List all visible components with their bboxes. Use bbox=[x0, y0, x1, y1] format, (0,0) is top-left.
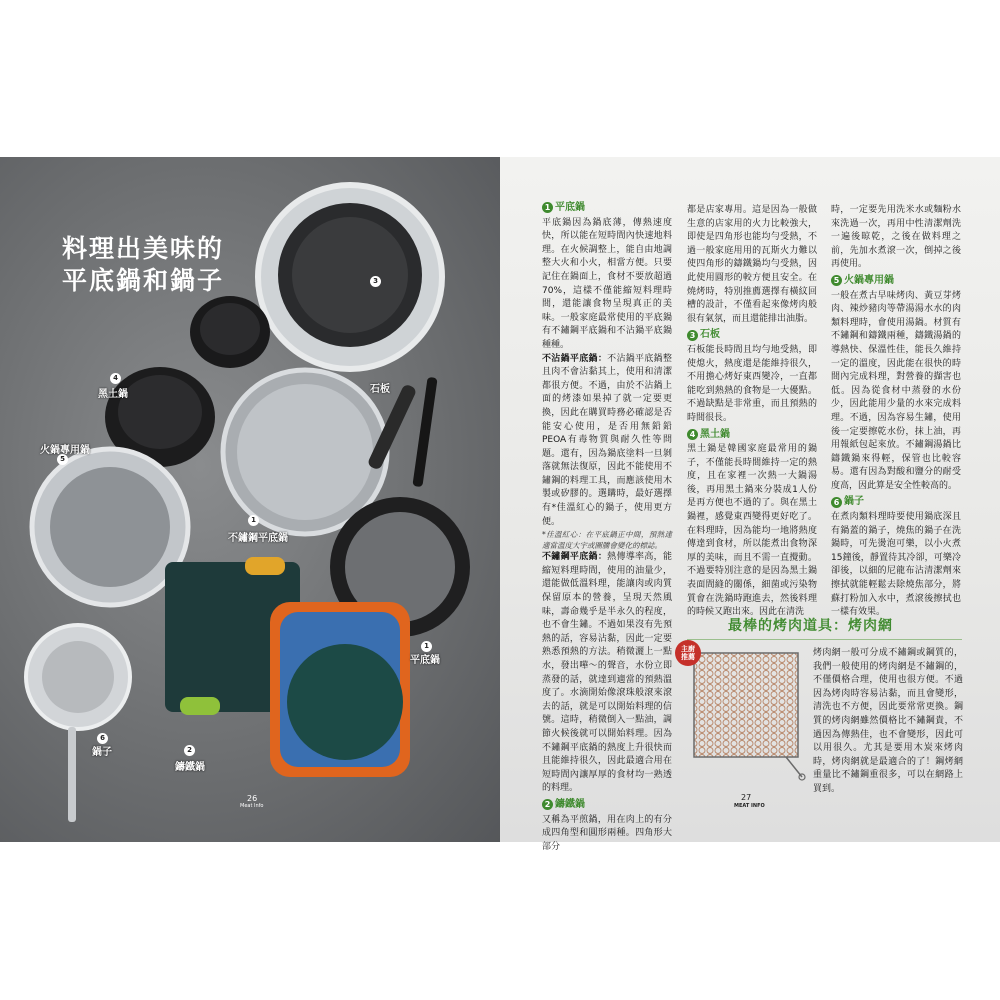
section-heading-hot-pot bbox=[831, 274, 961, 288]
paragraph-body: 不沾鍋平底鍋整且肉不會沾黏其上，使用和清潔都很方便。不過，由於不沾鍋上面的烤漆如果掉了就一定要更換，因此在購買時務必確認是否能安心使用，是否用無鉛鉛PEOA有毒物質與耐久性等問題。還有，因為鍋底塗料一旦剝落就無法復原，因此不能使用不鏽鋼的料理工具，而應該使用木製或矽膠的。選購時，最好選擇有*佳溫紅心的鍋子，使用更方便。 bbox=[542, 353, 672, 527]
subhead: 不沾鍋平底鍋： bbox=[542, 353, 608, 364]
badge-line2: 推薦 bbox=[681, 653, 695, 661]
section-number: 2 bbox=[542, 799, 553, 810]
label-num-hot-pot: 5 bbox=[57, 454, 68, 465]
label-num-stainless-pan: 1 bbox=[248, 515, 259, 526]
right-page-text bbox=[500, 157, 1000, 852]
section-heading-frying-pan bbox=[542, 201, 672, 215]
label-num-cast-iron: 2 bbox=[184, 745, 195, 756]
paragraph-stainless bbox=[542, 551, 672, 796]
earthen-pot-top-image bbox=[190, 296, 270, 368]
section-heading-stone bbox=[687, 328, 817, 342]
section-heading-earthen-pot bbox=[687, 428, 817, 442]
label-nonstick-pan: 平底鍋 bbox=[410, 655, 440, 666]
subhead: 不鏽鋼平底鍋： bbox=[542, 552, 608, 563]
section-title: 石板 bbox=[700, 329, 720, 341]
paragraph: 一般在煮古早味烤肉、黃豆芽烤肉、辣炒豬肉等帶湯湯水水的肉類料理時，會使用湯鍋。材質有不鏽鋼和鑄鐵兩種，鑄鐵湯鍋的導熱快、保溫性佳，能長久維持一定的溫度，因此能在很快的時間內完成料理，對營養的擷害也低。因為從食材中蒸發的水份少，因此能用少量的水來完成料理。不過，因為容易生鏽，使用後一定要擦乾水份，抹上油，再用報紙包起來放。不鏽鋼湯鍋比鑄鐵鍋來得輕，保管也比較容易。還有因為對酸和鹽分的耐受度高，因此算是安全性較高的。 bbox=[831, 290, 961, 491]
paragraph: 黑土鍋是韓國家庭最常用的鍋子，不僅能長時間維持一定的熱度，且在家裡一次熱一大鍋湯後，再用黑土鍋來分裝成1人份是再方便也不過的了。與在黑土鍋裡，感覺東西變得更好吃了。在料理時，因為能均一地將熱度傳達到食材，所以能煮出食物深厚的美味，而且不需一直攪動。不過要特別注意的是因為黑土鍋表面間縫的關係，細菌或污染物質會在洗鍋時跑進去，然後料理的時候又跑出來。因此在清洗 bbox=[687, 444, 817, 618]
label-num-nonstick-pan: 1 bbox=[421, 641, 432, 652]
section-number: 1 bbox=[542, 202, 553, 213]
label-stainless-pan: 不鏽鋼平底鍋 bbox=[228, 533, 288, 544]
label-earthen-pot: 黑土鍋 bbox=[98, 389, 128, 400]
label-num-stone: 3 bbox=[370, 276, 381, 287]
paragraph-nonstick bbox=[542, 353, 672, 530]
section-title: 鍋子 bbox=[844, 496, 864, 508]
paragraph: 又稱為平煎鍋，用在肉上的有分成四角型和圓形兩種。四角形大部分 bbox=[542, 814, 672, 852]
label-cast-iron: 鑄鐵鍋 bbox=[175, 762, 205, 773]
hot-pot-image bbox=[32, 449, 188, 605]
section-number: 5 bbox=[831, 275, 842, 286]
left-title-line2: 平底鍋和鍋子 bbox=[62, 266, 225, 295]
paragraph: 石板能長時間且均勻地受熱，即使熄火，熱度還是能維持很久，不用擔心烤好東西變冷，一直都能吃到熱熱的食物是一大優點。不過缺點是非常重，而且預熱的時間很長。 bbox=[687, 344, 817, 423]
paragraph: 都是店家專用。這是因為一般做生意的店家用的火力比較強大，即使是四角形也能均勻受熱，不過一般家庭用用的瓦斯火力難以使四角形的鑄鐵鍋均勻受熱，因此使用圓形的較方便且安全。在燒烤時，特別推薦選擇有橫紋回槽的設計，不僅看起來像烤肉般很有氣氛，而且還能排出油脂。 bbox=[687, 205, 817, 324]
label-stone: 石板 bbox=[370, 384, 390, 395]
grill-net-image bbox=[690, 649, 806, 781]
left-title-line1: 料理出美味的 bbox=[62, 234, 225, 263]
brand-left: Meat Info bbox=[240, 803, 264, 809]
section-heading-pot bbox=[831, 495, 961, 509]
footnote: *佳溫紅心：在平底鍋正中間，預熱達適當溫度大宇或圖騰會變化的標誌。 bbox=[542, 530, 672, 551]
paragraph: 在煮肉類料理時要使用鍋底深且有鍋蓋的鍋子，燒焦的鍋子在洗鍋時，可先燙泡可樂，以小火煮15鐘後，靜置待其冷卻，可樂冷卻後，以細的尼龍布沾清潔劑來擦拭就能輕鬆去除燒焦部分，將蘇打粉加入水中，煮滾後擦拭也一樣有效果。 bbox=[831, 512, 961, 618]
section-number: 3 bbox=[687, 330, 698, 341]
magazine-spread bbox=[0, 157, 1000, 852]
stone-plate-image bbox=[258, 185, 442, 369]
section-heading-cast-iron bbox=[542, 798, 672, 812]
label-hot-pot: 火鍋專用鍋 bbox=[40, 445, 90, 456]
paragraph: 時，一定要先用洗米水或麵粉水來洗過一次，再用中性清潔劑洗一遍後晾乾，之後在做料理之前，先加水煮滾一次，倒掉之後再使用。 bbox=[831, 205, 961, 270]
section-title: 火鍋專用鍋 bbox=[844, 274, 894, 286]
section-title: 黑土鍋 bbox=[700, 428, 730, 440]
paragraph: 平底鍋因為鍋底薄，傳熱速度快，所以能在短時間內快速地料理。在火候調整上，能自由地調整大火和小火，相當方便。只要記住在鍋面上，食材不要放超過70%，這樣不僅能縮短料理時間，還能讓食物呈現真正的美味。一般家庭最常使用的平底鍋有不鏽鋼平底鍋和不沾鍋平底鍋種種。 bbox=[542, 217, 672, 350]
grill-net-description: 烤肉網一般可分成不鏽鋼或鋼質的，我們一般使用的烤肉網是不鏽鋼的，不僅價格合理，使用也很方便。不過因為烤肉時容易沾黏，而且會變形，清洗也不方便，因此要常常更換。鋼質的烤肉網雖然價格比不鏽鋼貴，不過因為傳熱佳，也不會變形，因此可以用很久。尤其是要用木炭來烤肉時，烤肉網就是最適合的了！鋼烤網重量比不鏽鋼重很多，可以在網路上買到。 bbox=[813, 648, 963, 794]
text-column-2 bbox=[687, 204, 817, 620]
round-grill-image bbox=[270, 602, 410, 777]
text-column-1 bbox=[542, 199, 672, 854]
chef-recommend-badge bbox=[675, 640, 701, 666]
feature-title: 最棒的烤肉道具：烤肉網 bbox=[728, 618, 893, 634]
badge-line1: 主廚 bbox=[681, 645, 695, 653]
left-page-photo bbox=[0, 157, 500, 842]
feature-divider bbox=[687, 639, 962, 640]
text-column-3 bbox=[831, 204, 961, 620]
section-number: 4 bbox=[687, 429, 698, 440]
section-title: 平底鍋 bbox=[555, 202, 585, 213]
small-pot-image bbox=[26, 625, 130, 822]
paragraph-body: 熱傳導率高，能縮短料理時間，使用的油量少，還能做低溫料理，能讓肉或肉質保留原本的營養，呈現天然風味，壽命幾乎是半永久的程度，也不會生鏽。不過如果沒有先預熱的話，容易沾黏，因此一定要熟悉預熱的方法。稍微灑上一點水，發出嘩～的聲音，水份立即蒸發的話，就達到適當的預熱溫度了。水滴開始像滾珠般滾來滾去的話，就是可以開始料理的信號。這時，稍微倒入一點油，調節火候後就可以開始料理。因為不鏽鋼平底鍋的熱度上升很快而且能維持很久，因此最適合用在短時間內讓厚厚的食材均一熟透的料理。 bbox=[542, 552, 672, 794]
page-number-right: 27 bbox=[741, 793, 752, 802]
page-number-left: 26 bbox=[247, 794, 258, 803]
section-title: 鑄鐵鍋 bbox=[555, 798, 585, 810]
brand-right: MEAT INFO bbox=[734, 803, 765, 809]
label-num-earthen-pot: 4 bbox=[110, 373, 121, 384]
label-small-pot: 鍋子 bbox=[92, 747, 112, 758]
section-number: 6 bbox=[831, 497, 842, 508]
label-num-small-pot: 6 bbox=[97, 733, 108, 744]
